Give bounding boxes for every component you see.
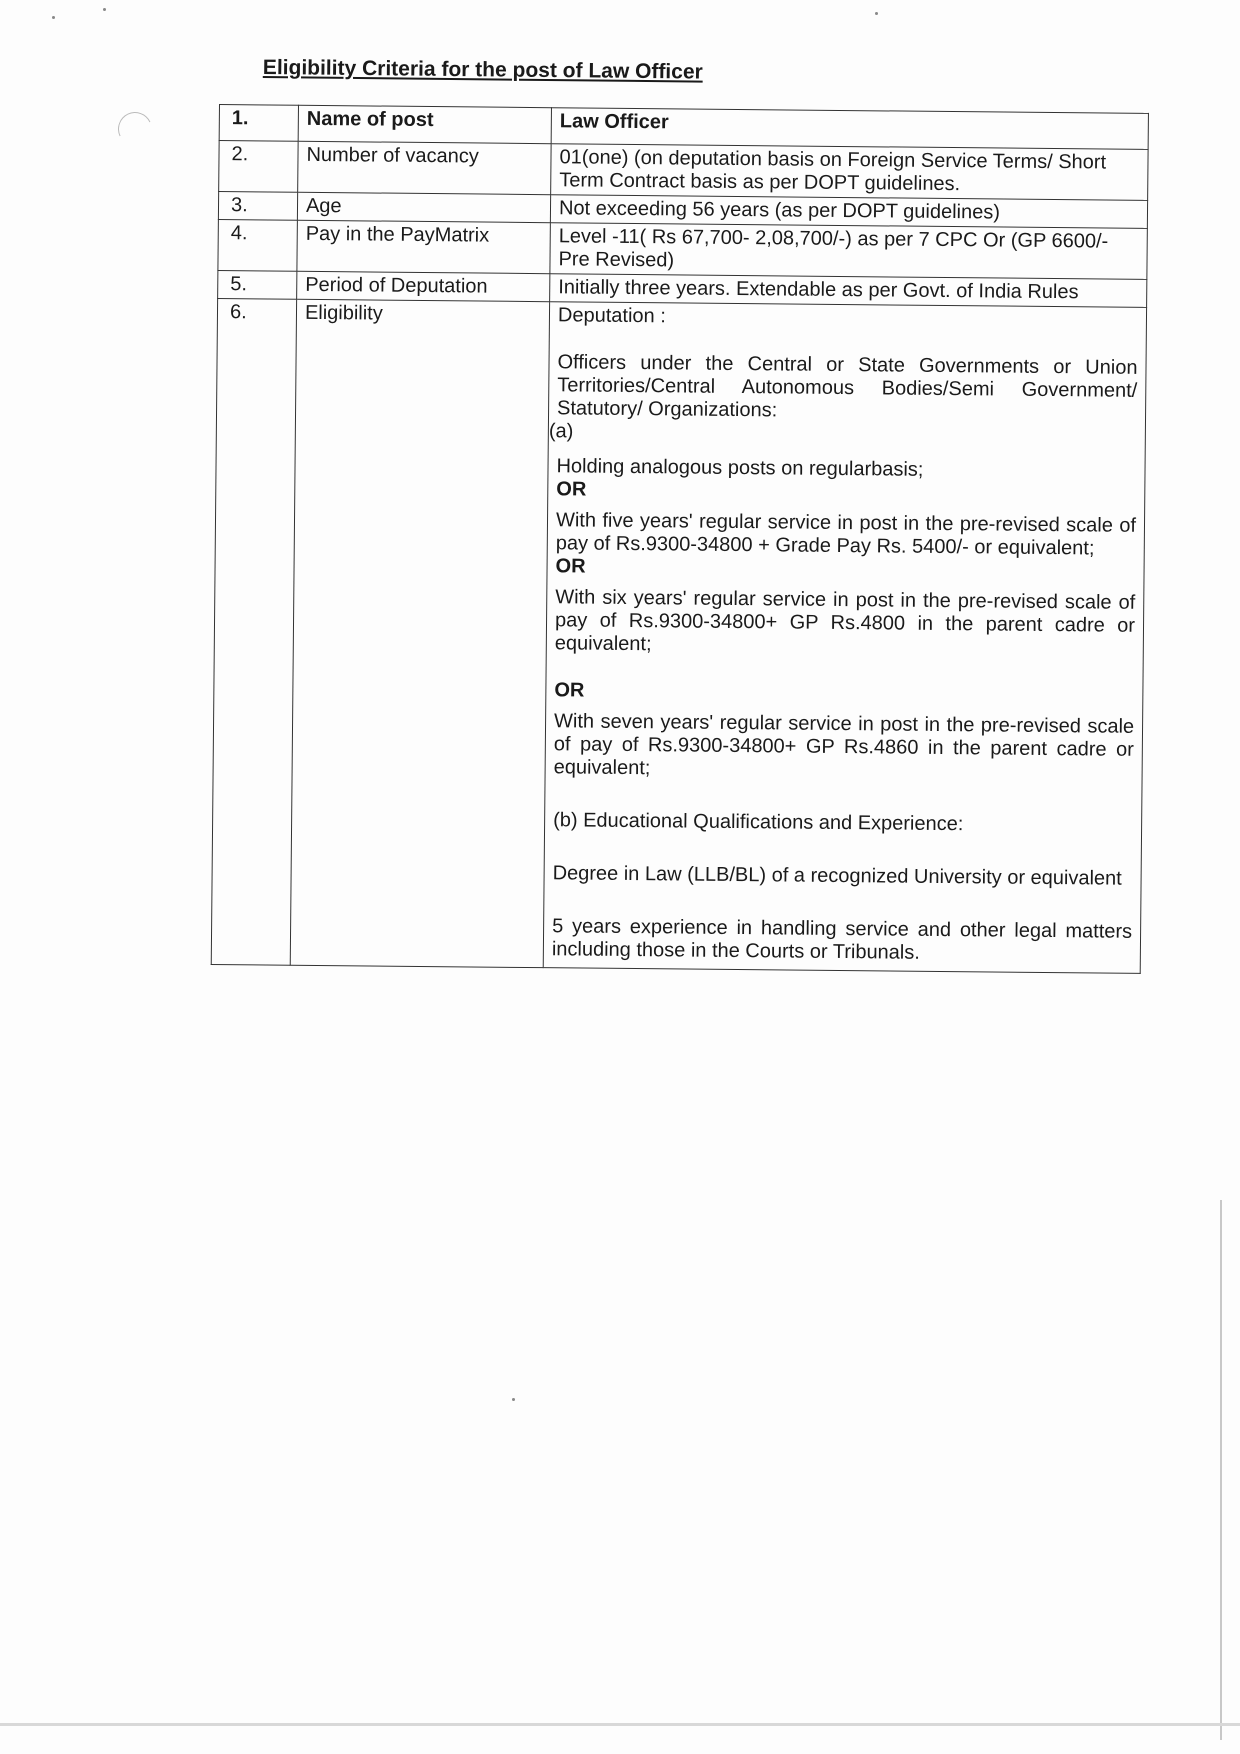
deputation-heading: Deputation : xyxy=(557,304,666,328)
or-separator: OR xyxy=(555,555,586,578)
row-value: Level -11( Rs 67,700- 2,08,700/-) as per 7 CPC Or (GP 6600/- Pre Revised) xyxy=(550,223,1147,280)
scan-edge-right xyxy=(1220,1200,1222,1740)
experience-requirement: 5 years experience in handling service and other legal matters including those in the Courts or Tribunals. xyxy=(551,915,1133,964)
scan-speck xyxy=(875,12,878,15)
row-number: 1. xyxy=(219,105,298,142)
row-label: Name of post xyxy=(298,105,551,143)
eligibility-intro: Officers under the Central or State Governments or Union Territories/Central Autonomous Bodies/Semi Government/ Statutory/ Organizations: xyxy=(556,351,1138,422)
scan-speck xyxy=(103,8,106,11)
scan-edge-bottom xyxy=(0,1723,1240,1726)
row-value: 01(one) (on deputation basis on Foreign Service Terms/ Short Term Contract basis as per DOPT guidelines. xyxy=(551,144,1148,201)
row-value: Law Officer xyxy=(551,108,1148,150)
option-1: Holding analogous posts on regularbasis; xyxy=(556,455,924,481)
row-label: Pay in the PayMatrix xyxy=(297,220,550,273)
scan-speck xyxy=(512,1398,515,1401)
eligibility-details xyxy=(543,302,1146,974)
degree-requirement: Degree in Law (LLB/BL) of a recognized University or equivalent xyxy=(552,862,1122,890)
row-label: Age xyxy=(297,192,550,222)
row-label: Number of vacancy xyxy=(298,141,551,194)
eligibility-table-wrapper xyxy=(211,104,1149,974)
or-separator: OR xyxy=(554,679,585,702)
table-row xyxy=(219,141,1148,201)
option-4: With seven years' regular service in post in the pre-revised scale of pay of Rs.9300-34800+ GP Rs.4860 in the parent cadre or equivalent; xyxy=(553,710,1135,780)
row-number: 2. xyxy=(219,141,298,193)
page-title: Eligibility Criteria for the post of Law Officer xyxy=(262,56,703,84)
scan-speck xyxy=(52,16,55,19)
table-row xyxy=(211,298,1146,973)
clause-a-label: (a) xyxy=(548,420,574,443)
row-value: Not exceeding 56 years (as per DOPT guidelines) xyxy=(550,195,1147,229)
row-number: 5. xyxy=(218,270,297,299)
row-label: Eligibility xyxy=(290,299,549,967)
eligibility-table xyxy=(211,104,1149,974)
or-separator: OR xyxy=(556,478,587,501)
table-row xyxy=(218,219,1147,279)
row-label: Period of Deputation xyxy=(297,271,550,301)
option-2: With five years' regular service in post in the pre-revised scale of pay of Rs.9300-34800 + Grade Pay Rs. 5400/- or equivalent; xyxy=(555,509,1137,560)
option-3: With six years' regular service in post in the pre-revised scale of pay of Rs.9300-34800+ GP Rs.4800 in the parent cadre or equivalent; xyxy=(554,586,1136,656)
scan-mark xyxy=(113,107,157,151)
row-number: 3. xyxy=(218,192,297,221)
row-number: 6. xyxy=(211,298,296,965)
row-number: 4. xyxy=(218,219,297,271)
clause-b-heading: (b) Educational Qualifications and Experience: xyxy=(553,809,964,836)
row-value: Initially three years. Extendable as per Govt. of India Rules xyxy=(550,274,1147,308)
